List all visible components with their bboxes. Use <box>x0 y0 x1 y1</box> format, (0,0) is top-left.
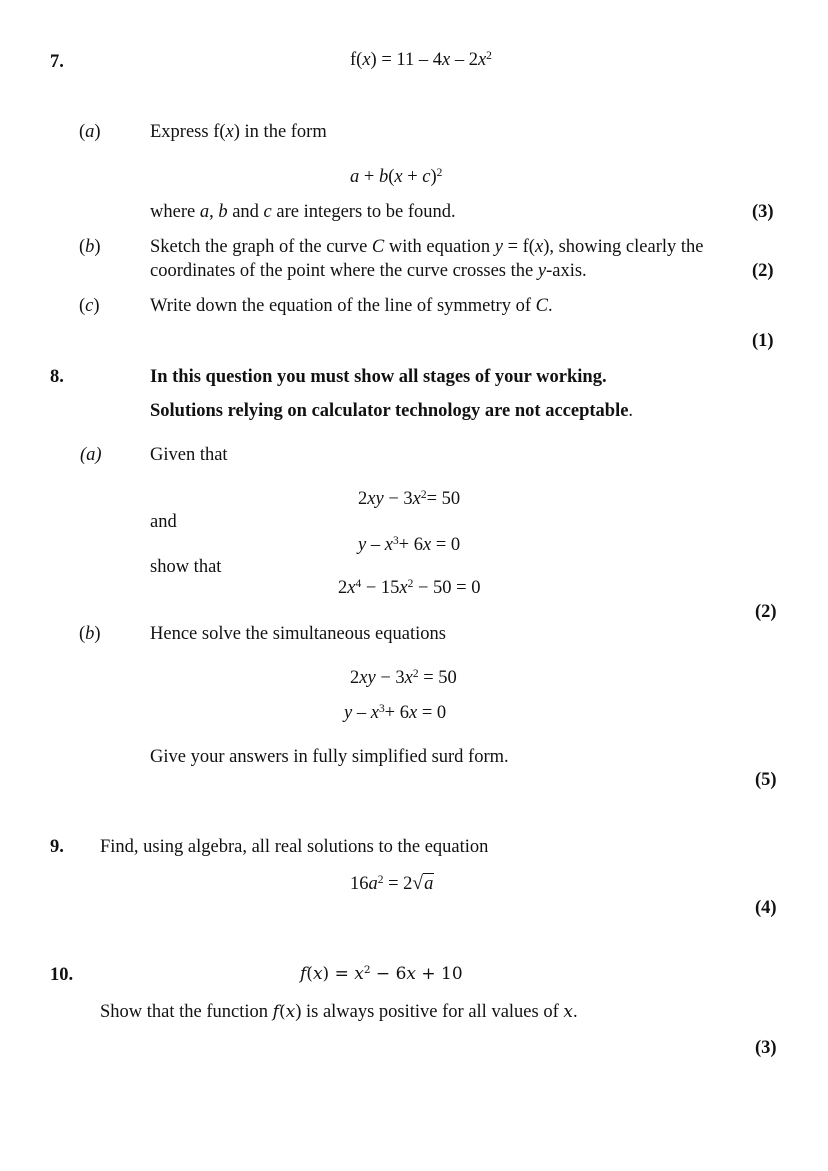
label-letter: c <box>85 296 94 316</box>
var-y: y <box>358 535 367 555</box>
rhs-coef: = 2 <box>383 874 413 894</box>
var-b: b <box>218 202 228 222</box>
var-x: x <box>285 1002 296 1022</box>
q7b-line1 <box>150 238 703 257</box>
q7a-marks: (3) <box>752 202 774 222</box>
var-x: x <box>422 535 432 555</box>
text: Show that the function <box>100 1002 273 1022</box>
var-x: x <box>406 964 416 984</box>
exponent: 2 <box>407 577 414 590</box>
q8a-equation-2 <box>358 536 460 555</box>
q8a-marks: (2) <box>755 602 777 622</box>
exponent: 3 <box>392 534 399 547</box>
q7c-marks: (1) <box>752 331 774 351</box>
var-a: a <box>368 874 378 894</box>
paren: ) <box>430 167 437 187</box>
text: Write down the equation of the line of symmetry of <box>150 296 536 316</box>
var-x: x <box>354 964 364 984</box>
text: = f( <box>502 237 535 257</box>
q7a-label <box>79 123 101 142</box>
coef: 2 <box>358 489 368 509</box>
op: − 15 <box>361 578 400 598</box>
paren: ( <box>388 167 395 187</box>
exponent: 2 <box>420 488 427 501</box>
q8-instruction-calculator <box>150 402 633 421</box>
question-number-8: 8. <box>50 367 64 387</box>
text: ) in the form <box>233 122 327 142</box>
var-xy: xy <box>359 668 376 688</box>
var-x: x <box>534 237 544 257</box>
q7a-where-text <box>150 203 456 222</box>
radical-icon: √ <box>412 873 424 894</box>
var-b: b <box>378 167 389 187</box>
var-x: x <box>394 167 403 187</box>
text: . <box>547 296 553 316</box>
text: -axis. <box>546 261 587 281</box>
text: , <box>209 202 219 222</box>
q10-instruction <box>100 1003 578 1022</box>
text: coordinates of the point where the curve crosses the <box>150 261 538 281</box>
exponent: 4 <box>355 577 362 590</box>
q7-function-definition <box>350 51 492 70</box>
rhs: = 0 <box>417 703 447 723</box>
op: ) = <box>322 964 355 984</box>
var-x: x <box>370 703 379 723</box>
var-y: y <box>344 703 353 723</box>
exponent: 3 <box>378 702 385 715</box>
text: Express f( <box>150 122 226 142</box>
exponent: 2 <box>363 964 371 977</box>
var-xy: xy <box>367 489 384 509</box>
coef: 2 <box>338 578 348 598</box>
var-a: a <box>350 167 360 187</box>
q8b-marks: (5) <box>755 770 777 790</box>
coef: 16 <box>350 874 369 894</box>
q9-instruction: Find, using algebra, all real solutions to the equation <box>100 837 489 857</box>
text: where <box>150 202 200 222</box>
var-x: x <box>384 535 393 555</box>
q9-marks: (4) <box>755 898 777 918</box>
question-number-9: 9. <box>50 837 64 857</box>
var-x: x <box>408 703 418 723</box>
q7-fn-x2: x <box>477 50 487 70</box>
const: + 10 <box>415 964 463 984</box>
label-letter: b <box>85 237 95 257</box>
period: . <box>572 1002 578 1022</box>
var-c: c <box>422 167 431 187</box>
q7c-instruction <box>150 297 553 316</box>
op: − 3 <box>383 489 413 509</box>
q8a-and-text: and <box>150 512 177 532</box>
var-x: x <box>412 489 421 509</box>
q10-function-definition <box>300 966 463 983</box>
fn-f: f <box>272 1002 279 1022</box>
label-letter: a <box>85 122 95 142</box>
var: x <box>225 122 234 142</box>
paren: ( <box>79 237 86 257</box>
var-x: x <box>404 668 413 688</box>
var-y: y <box>494 237 503 257</box>
paren: ( <box>79 296 86 316</box>
text: are integers to be found. <box>271 202 456 222</box>
q8b-surd-note: Give your answers in fully simplified surd form. <box>150 747 509 767</box>
q8b-equation-2 <box>344 704 446 723</box>
q7-fn-exp: 2 <box>486 49 492 62</box>
q8b-instruction: Hence solve the simultaneous equations <box>150 624 446 644</box>
paren: ) <box>94 237 101 257</box>
paren: ( <box>306 964 313 984</box>
op: – <box>352 703 371 723</box>
exponent: 2 <box>377 873 384 886</box>
q7-fn-lhs: f( <box>350 50 363 70</box>
op: − 6 <box>370 964 407 984</box>
radicand: a <box>424 874 434 894</box>
q7a-instruction <box>150 123 327 142</box>
q8a-label: (a) <box>80 445 102 465</box>
q8a-result-equation <box>338 579 480 598</box>
q8a-given-text: Given that <box>150 445 228 465</box>
var-x: x <box>563 1002 573 1022</box>
q7-fn-var: x <box>362 50 371 70</box>
question-number-10: 10. <box>50 965 74 985</box>
var-a: a <box>199 202 210 222</box>
label-letter: b <box>85 624 95 644</box>
fn-f: f <box>300 964 307 984</box>
q9-equation <box>350 874 434 894</box>
op: – <box>366 535 385 555</box>
text: Sketch the graph of the curve <box>150 237 372 257</box>
var-x: x <box>347 578 356 598</box>
coef: 2 <box>350 668 360 688</box>
op: + 6 <box>398 535 423 555</box>
var-y: y <box>537 261 547 281</box>
var-C: C <box>371 237 385 257</box>
text: with equation <box>384 237 495 257</box>
q7b-line2 <box>150 262 587 281</box>
text: ) is always positive for all values of <box>295 1002 564 1022</box>
var-c: c <box>263 202 272 222</box>
paren: ) <box>94 122 101 142</box>
q7b-label <box>79 238 101 257</box>
rhs: − 50 = 0 <box>413 578 481 598</box>
square-root <box>412 874 434 894</box>
q7b-marks: (2) <box>752 261 774 281</box>
q10-marks: (3) <box>755 1038 777 1058</box>
text: ), showing clearly the <box>543 237 704 257</box>
q8b-equation-1 <box>350 669 457 688</box>
paren: ) <box>93 296 100 316</box>
q8a-equation-1 <box>358 490 460 509</box>
q7a-target-form <box>350 168 442 187</box>
period: . <box>628 401 634 421</box>
rhs: = 0 <box>431 535 461 555</box>
exponent: 2 <box>436 166 443 179</box>
op: + 6 <box>384 703 409 723</box>
q7c-label <box>79 297 100 316</box>
text: and <box>227 202 264 222</box>
op: + <box>402 167 423 187</box>
question-number-7: 7. <box>50 52 64 72</box>
q8a-show-that-text: show that <box>150 557 222 577</box>
exponent: 2 <box>412 667 419 680</box>
op: + <box>359 167 379 187</box>
var-x: x <box>312 964 323 984</box>
q8b-label <box>79 625 101 644</box>
op: − 3 <box>375 668 405 688</box>
paren: ( <box>79 122 86 142</box>
q7-fn-rhs: ) = 11 – 4 <box>370 50 442 70</box>
q8-instruction-working: In this question you must show all stages of your working. <box>150 367 607 387</box>
var-C: C <box>535 296 548 316</box>
text: Solutions relying on calculator technology are not acceptable <box>150 401 629 421</box>
var-x: x <box>399 578 408 598</box>
paren: ( <box>79 624 86 644</box>
rhs: = 50 <box>426 489 461 509</box>
rhs: = 50 <box>418 668 457 688</box>
q7-fn-mid: – 2 <box>450 50 478 70</box>
paren: ( <box>278 1002 286 1022</box>
paren: ) <box>94 624 101 644</box>
q7-fn-x: x <box>441 50 451 70</box>
